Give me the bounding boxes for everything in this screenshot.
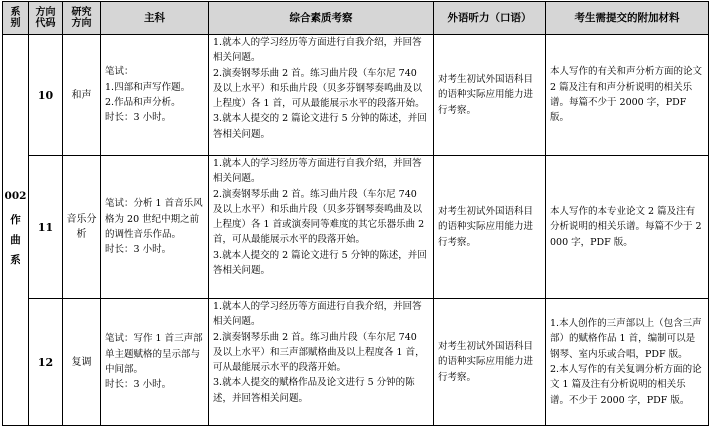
department-name: 作曲系 — [10, 214, 21, 266]
materials-cell — [546, 299, 709, 426]
header-materials: 考生需提交的附加材料 — [546, 2, 709, 35]
materials-cell: 本人写作的本专业论文 2 篇及注有分析说明的相关乐谱。每篇不少于 2000 字，PDF 版。 — [546, 156, 709, 299]
main-subject-cell — [101, 156, 209, 299]
materials-item: 2.本人写作的有关复调分析方面的论文 1 篇及注有分析说明的相关乐谱。不少于 2000 字，PDF 版。 — [550, 364, 702, 406]
header-dept-line1: 系 — [10, 6, 21, 18]
comprehensive-cell — [209, 156, 434, 299]
direction-code: 11 — [29, 156, 63, 299]
direction-name: 和声 — [63, 35, 101, 156]
header-direction-line2: 方向 — [71, 18, 92, 29]
comprehensive-item: 1.就本人的学习经历等方面进行自我介绍，并回答相关问题。 — [213, 37, 422, 64]
exam-requirements-table — [2, 1, 709, 426]
main-subject-cell — [101, 35, 209, 156]
table-row — [3, 299, 709, 426]
header-main-subject: 主科 — [101, 2, 209, 35]
main-subject-cell — [101, 299, 209, 426]
table-row — [3, 35, 709, 156]
header-code — [29, 2, 63, 35]
comprehensive-item: 1.就本人的学习经历等方面进行自我介绍，并回答相关问题。 — [213, 158, 422, 185]
header-row — [3, 2, 709, 35]
comprehensive-item: 1.就本人的学习经历等方面进行自我介绍，并回答相关问题。 — [213, 301, 422, 328]
table-row — [3, 156, 709, 299]
header-direction — [63, 2, 101, 35]
comprehensive-cell — [209, 299, 434, 426]
main-subject-line: 笔试：写作 1 首三声部单主题赋格的呈示部与中间部。 — [105, 333, 203, 375]
language-cell: 对考生初试外国语科目的语种实际应用能力进行考察。 — [434, 35, 546, 156]
materials-cell: 本人写作的有关和声分析方面的论文 2 篇及注有和声分析说明的相关乐谱。每篇不少于 2000 字，PDF 版。 — [546, 35, 709, 156]
header-code-line1: 方向 — [35, 6, 56, 18]
language-cell: 对考生初试外国语科目的语种实际应用能力进行考察。 — [434, 156, 546, 299]
header-language: 外语听力（口语） — [434, 2, 546, 35]
department-cell — [3, 35, 29, 426]
comprehensive-item: 3.就本人提交的 2 篇论文进行 5 分钟的陈述，并回答相关问题。 — [213, 249, 427, 277]
main-subject-line: 时长：3 小时。 — [105, 112, 172, 124]
language-cell: 对考生初试外国语科目的语种实际应用能力进行考察。 — [434, 299, 546, 426]
main-subject-line: 1.四部和声写作题。 — [105, 81, 191, 93]
main-subject-line: 时长：3 小时。 — [105, 379, 172, 391]
direction-name: 复调 — [63, 299, 101, 426]
direction-name: 音乐分析 — [63, 156, 101, 299]
header-comprehensive: 综合素质考察 — [209, 2, 434, 35]
main-subject-line: 笔试：分析 1 首音乐风格为 20 世纪中期之前的调性音乐作品。 — [105, 198, 203, 240]
comprehensive-item: 2.演奏钢琴乐曲 2 首。练习曲片段（车尔尼 740 及以上水平）和乐曲片段（贝多芬钢琴奏鸣曲及以上程度）各 1 首或演奏同等难度的其它乐器乐曲 2 首，可从最能展示水平的段落开始。 — [213, 188, 425, 246]
comprehensive-cell — [209, 35, 434, 156]
direction-code: 12 — [29, 299, 63, 426]
comprehensive-item: 3.就本人提交的 2 篇论文进行 5 分钟的陈述，并回答相关问题。 — [213, 113, 427, 140]
direction-code: 10 — [29, 35, 63, 156]
comprehensive-item: 2.演奏钢琴乐曲 2 首。练习曲片段（车尔尼 740 及以上水平）和乐曲片段（贝多芬钢琴奏鸣曲及以上程度）各 1 首，可从最能展示水平的段落开始。 — [213, 67, 425, 110]
comprehensive-item: 3.就本人提交的赋格作品及论文进行 5 分钟的陈述，并回答相关问题。 — [213, 377, 415, 404]
department-code: 002 — [4, 190, 27, 202]
main-subject-line: 笔试： — [105, 66, 134, 78]
header-dept — [3, 2, 29, 35]
comprehensive-item: 2.演奏钢琴乐曲 2 首。练习曲片段（车尔尼 740 及以上水平）和三声部赋格曲及以上程度各 1 首，可从最能展示水平的段落开始。 — [213, 331, 425, 374]
main-subject-line: 时长：3 小时。 — [105, 244, 172, 256]
header-dept-line2: 别 — [10, 18, 21, 29]
header-direction-line1: 研究 — [71, 6, 92, 18]
materials-item: 1.本人创作的三声部以上（包含三声部）的赋格作品 1 首，编制可以是钢琴、室内乐或合唱，PDF 版。 — [550, 318, 702, 360]
main-subject-line: 2.作品和声分析。 — [105, 97, 181, 108]
header-code-line2: 代码 — [35, 18, 56, 29]
